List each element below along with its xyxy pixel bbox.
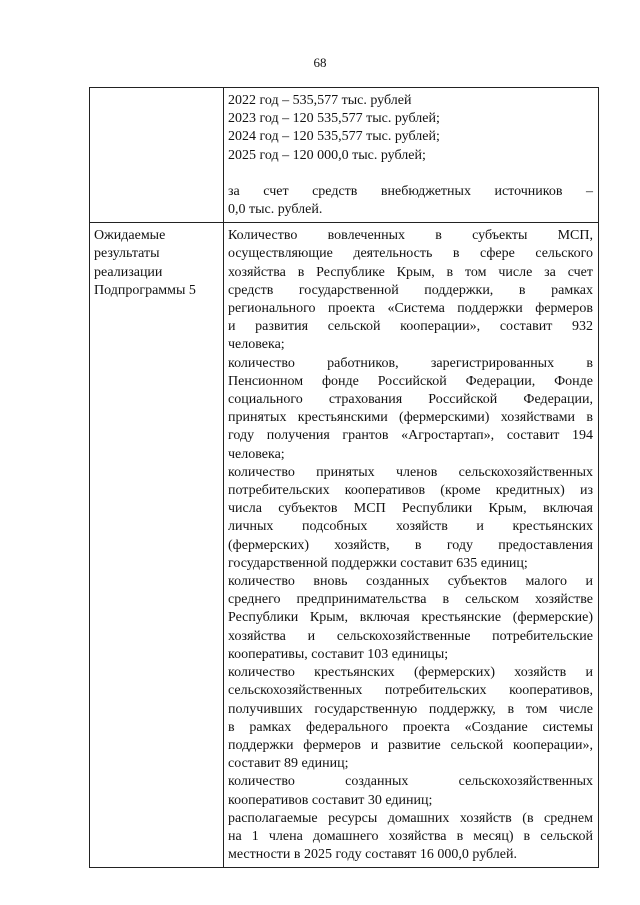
result-line: принятых крестьянскими (фермерскими) хозяйствами в xyxy=(228,410,593,426)
page-number: 68 xyxy=(313,55,327,70)
result-line: получивших государственную поддержку, в том числе xyxy=(228,701,593,717)
label-line: Подпрограммы 5 xyxy=(94,282,196,298)
label-line: Ожидаемые xyxy=(94,228,166,244)
result-line: средств государственной поддержки, в рамках xyxy=(228,282,593,298)
result-line: хозяйства в Республике Крым, в том числе за счет xyxy=(228,264,593,280)
funding-line: 2025 год – 120 000,0 тыс. рублей; xyxy=(228,147,426,163)
result-line: количество созданных сельскохозяйственных xyxy=(228,774,593,790)
result-line: в рамках федерального проекта «Создание системы xyxy=(228,719,593,735)
funding-content-cell xyxy=(224,88,599,223)
result-line: (фермерских) хозяйств, в году предоставления xyxy=(228,537,593,553)
result-line: и развития сельской кооперации», составит 932 xyxy=(228,319,593,335)
funding-line: 2024 год – 120 535,577 тыс. рублей; xyxy=(228,129,440,145)
result-line: количество работников, зарегистрированных в xyxy=(228,355,593,371)
result-line: регионального проекта «Система поддержки фермеров xyxy=(228,301,593,317)
results-row xyxy=(90,223,599,868)
result-line: Республики Крым, включая крестьянские (фермерские) xyxy=(228,610,593,626)
extrabudget-line: за счет средств внебюджетных источников – xyxy=(228,183,593,199)
funding-row xyxy=(90,88,599,223)
funding-line: 2023 год – 120 535,577 тыс. рублей; xyxy=(228,111,440,127)
result-line: поддержки фермеров и развитие сельской кооперации», xyxy=(228,737,593,753)
result-line: году получения грантов «Агростартап», составит 194 xyxy=(228,428,593,444)
result-line: личных подсобных хозяйств и крестьянских xyxy=(228,519,593,535)
result-line: количество крестьянских (фермерских) хозяйств и xyxy=(228,665,593,681)
result-line: Количество вовлеченных в субъекты МСП, xyxy=(228,228,593,244)
funding-line: 2022 год – 535,577 тыс. рублей xyxy=(228,93,412,108)
result-line: количество принятых членов сельскохозяйственных xyxy=(228,464,593,480)
result-line: осуществляющие деятельность в сфере сельского xyxy=(228,246,593,262)
subprogram-table xyxy=(89,87,599,868)
result-line: потребительских кооперативов (кроме кредитных) из xyxy=(228,483,593,499)
label-line: результаты xyxy=(94,246,160,262)
result-line: на 1 члена домашнего хозяйства в месяц) в сельской xyxy=(228,828,593,844)
result-line: социального страхования Российской Федерации, xyxy=(228,392,593,408)
result-line: человека; xyxy=(228,337,285,353)
funding-label-cell xyxy=(90,88,224,223)
result-line: кооперативы, составит 103 единицы; xyxy=(228,646,449,662)
blank-line xyxy=(228,165,593,183)
result-line: Пенсионном фонде Российской Федерации, Фонде xyxy=(228,373,593,389)
result-line: человека; xyxy=(228,446,285,462)
result-line: располагаемые ресурсы домашних хозяйств (в среднем xyxy=(228,810,593,826)
result-line: хозяйства и сельскохозяйственные потребительские xyxy=(228,628,593,644)
result-line: составит 89 единиц; xyxy=(228,756,349,772)
results-content-cell xyxy=(224,223,599,868)
result-line: сельскохозяйственных потребительских кооперативов, xyxy=(228,683,593,699)
result-line: количество вновь созданных субъектов малого и xyxy=(228,574,593,590)
result-line: кооперативов составит 30 единиц; xyxy=(228,792,433,808)
result-line: государственной поддержки составит 635 единиц; xyxy=(228,555,528,571)
results-label-cell xyxy=(90,223,224,868)
result-line: числа субъектов МСП Республики Крым, включая xyxy=(228,501,593,517)
result-line: местности в 2025 году составят 16 000,0 рублей. xyxy=(228,847,518,863)
extrabudget-line: 0,0 тыс. рублей. xyxy=(228,202,323,218)
result-line: среднего предпринимательства в сельском хозяйстве xyxy=(228,592,593,608)
label-line: реализации xyxy=(94,264,163,280)
